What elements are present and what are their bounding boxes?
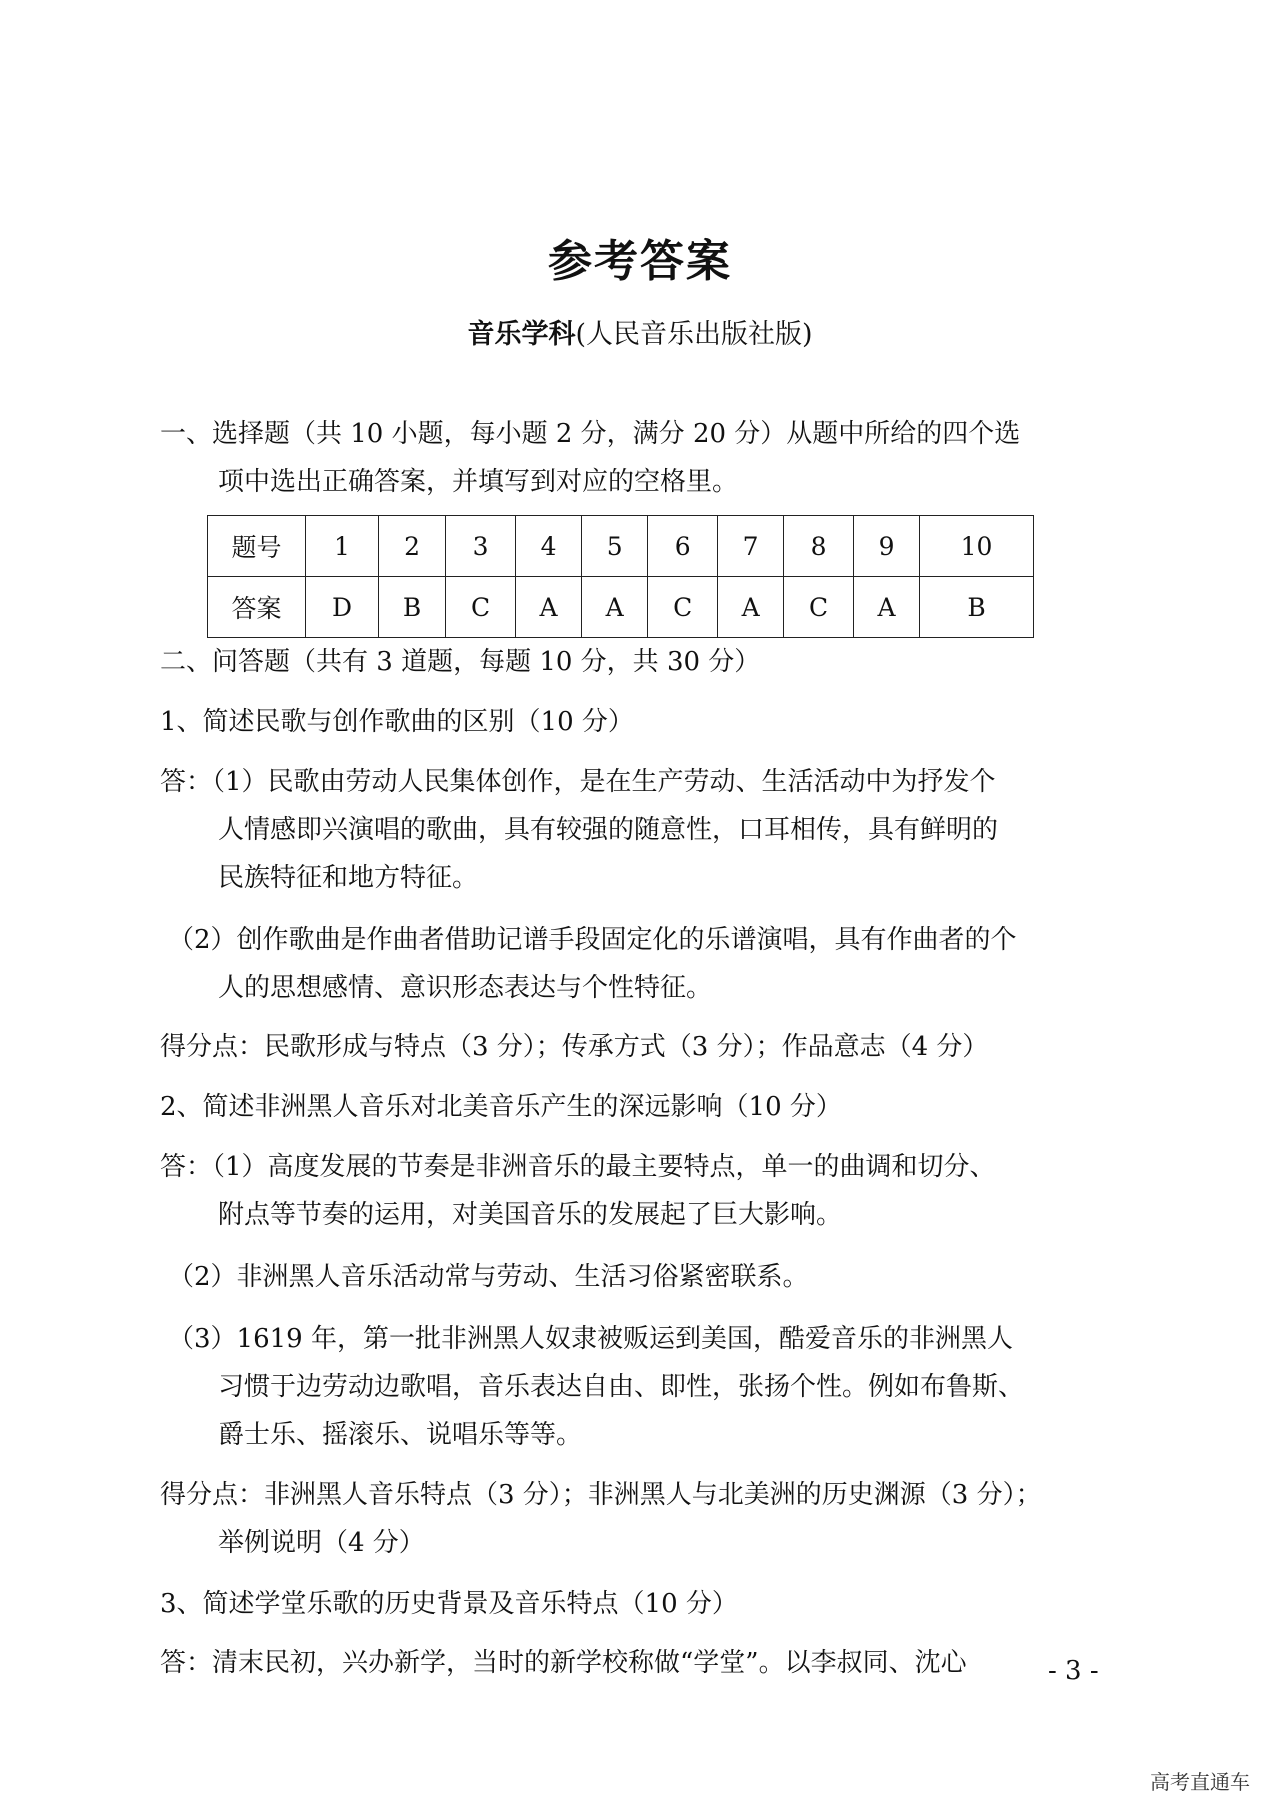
section1-instructions-line2: 项中选出正确答案，并填写到对应的空格里。 xyxy=(218,467,739,497)
q2-question: 2、简述非洲黑人音乐对北美音乐产生的深远影响（10 分） xyxy=(160,1092,842,1122)
page-subtitle xyxy=(0,312,1280,351)
q1-answer1-line3: 民族特征和地方特征。 xyxy=(218,863,479,893)
q2-score-points-line1: 得分点：非洲黑人音乐特点（3 分）；非洲黑人与北美洲的历史渊源（3 分）； xyxy=(160,1480,1042,1510)
q2-answer1-line1: 答：（1）高度发展的节奏是非洲音乐的最主要特点，单一的曲调和切分、 xyxy=(160,1152,996,1182)
table-cell: A xyxy=(718,577,784,638)
table-cell: B xyxy=(920,577,1034,638)
page-title: 参考答案 xyxy=(548,236,732,287)
table-cell: C xyxy=(648,577,718,638)
table-cell: 10 xyxy=(920,516,1034,577)
table-cell: C xyxy=(446,577,516,638)
q2-answer2-line1: （2）非洲黑人音乐活动常与劳动、生活习俗紧密联系。 xyxy=(168,1262,809,1292)
q1-question: 1、简述民歌与创作歌曲的区别（10 分） xyxy=(160,707,634,737)
q2-answer3-line2: 习惯于边劳动边歌唱，音乐表达自由、即性，张扬个性。例如布鲁斯、 xyxy=(218,1372,1025,1402)
q1-answer2-line1: （2）创作歌曲是作曲者借助记谱手段固定化的乐谱演唱，具有作曲者的个 xyxy=(168,925,1017,955)
table-cell: 5 xyxy=(582,516,648,577)
table-cell: A xyxy=(582,577,648,638)
section1-instructions-line1: 一、选择题（共 10 小题，每小题 2 分，满分 20 分）从题中所给的四个选 xyxy=(160,419,1021,449)
subject-name: 音乐学科 xyxy=(467,319,576,350)
q1-score-points: 得分点：民歌形成与特点（3 分）；传承方式（3 分）；作品意志（4 分） xyxy=(160,1032,989,1062)
table-cell: 6 xyxy=(648,516,718,577)
table-row-numbers xyxy=(208,516,1034,577)
table-cell: A xyxy=(854,577,920,638)
answer-table xyxy=(207,515,1034,638)
page-number: - 3 - xyxy=(1048,1656,1099,1686)
table-cell: 4 xyxy=(516,516,582,577)
table-cell: 8 xyxy=(784,516,854,577)
table-cell: 3 xyxy=(446,516,516,577)
table-cell: D xyxy=(306,577,379,638)
q1-answer1-line1: 答：（1）民歌由劳动人民集体创作，是在生产劳动、生活活动中为抒发个 xyxy=(160,767,996,797)
table-cell: 9 xyxy=(854,516,920,577)
watermark-text: 高考直通车 xyxy=(1150,1770,1250,1794)
q2-answer3-line3: 爵士乐、摇滚乐、说唱乐等等。 xyxy=(218,1420,583,1450)
q3-answer-line1: 答：清末民初，兴办新学，当时的新学校称做“学堂”。以李叔同、沈心 xyxy=(160,1648,967,1678)
q1-answer2-line2: 人的思想感情、意识形态表达与个性特征。 xyxy=(218,973,713,1003)
table-cell: B xyxy=(378,577,445,638)
q2-answer1-line2: 附点等节奏的运用，对美国音乐的发展起了巨大影响。 xyxy=(218,1200,843,1230)
row-header-answer: 答案 xyxy=(208,577,306,638)
q3-question: 3、简述学堂乐歌的历史背景及音乐特点（10 分） xyxy=(160,1589,738,1619)
section2-heading: 二、问答题（共有 3 道题，每题 10 分，共 30 分） xyxy=(160,647,761,677)
q2-score-points-line2: 举例说明（4 分） xyxy=(218,1528,425,1558)
table-cell: 1 xyxy=(306,516,379,577)
table-cell: 2 xyxy=(378,516,445,577)
q1-answer1-line2: 人情感即兴演唱的歌曲，具有较强的随意性，口耳相传，具有鲜明的 xyxy=(218,815,999,845)
q2-answer3-line1: （3）1619 年，第一批非洲黑人奴隶被贩运到美国，酷爱音乐的非洲黑人 xyxy=(168,1324,1013,1354)
row-header-number: 题号 xyxy=(208,516,306,577)
table-cell: 7 xyxy=(718,516,784,577)
table-cell: C xyxy=(784,577,854,638)
publisher-name: (人民音乐出版社版) xyxy=(575,319,813,350)
table-row-answers xyxy=(208,577,1034,638)
table-cell: A xyxy=(516,577,582,638)
